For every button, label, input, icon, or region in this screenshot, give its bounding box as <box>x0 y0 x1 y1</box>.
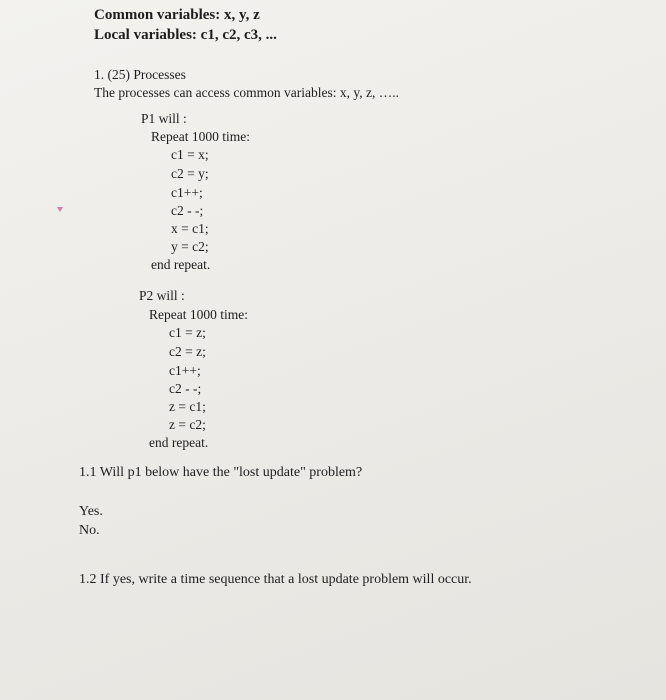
p2-repeat: Repeat 1000 time: <box>149 307 248 322</box>
p2-code-line: c1++; <box>169 363 201 378</box>
p1-title: P1 will : <box>141 111 187 126</box>
answer-option-yes: Yes. <box>79 504 103 519</box>
question-1-intro: The processes can access common variables: x, y, z, ….. <box>94 85 400 100</box>
p1-code-line: x = c1; <box>171 221 209 236</box>
stray-mark <box>57 207 63 212</box>
question-1-1: 1.1 Will p1 below have the "lost update" problem? <box>79 465 363 480</box>
p1-code-line: c2 - -; <box>171 203 204 218</box>
local-variables-heading: Local variables: c1, c2, c3, ... <box>94 27 277 43</box>
p2-title: P2 will : <box>139 288 185 303</box>
p1-code-line: y = c2; <box>171 239 209 254</box>
p2-end: end repeat. <box>149 435 209 450</box>
answer-option-no: No. <box>79 523 100 538</box>
common-variables-heading: Common variables: x, y, z <box>94 7 260 23</box>
p1-repeat: Repeat 1000 time: <box>151 129 250 144</box>
p1-code-line: c1 = x; <box>171 147 209 162</box>
p2-code-line: c2 = z; <box>169 344 206 359</box>
p2-code-line: c2 - -; <box>169 381 202 396</box>
p2-code-line: z = c1; <box>169 399 206 414</box>
p1-end: end repeat. <box>151 257 211 272</box>
p1-code-line: c1++; <box>171 185 203 200</box>
question-1-2: 1.2 If yes, write a time sequence that a lost update problem will occur. <box>79 572 472 587</box>
p2-code-line: z = c2; <box>169 417 206 432</box>
p1-code-line: c2 = y; <box>171 166 209 181</box>
p2-code-line: c1 = z; <box>169 325 206 340</box>
question-1-title: 1. (25) Processes <box>94 67 186 82</box>
